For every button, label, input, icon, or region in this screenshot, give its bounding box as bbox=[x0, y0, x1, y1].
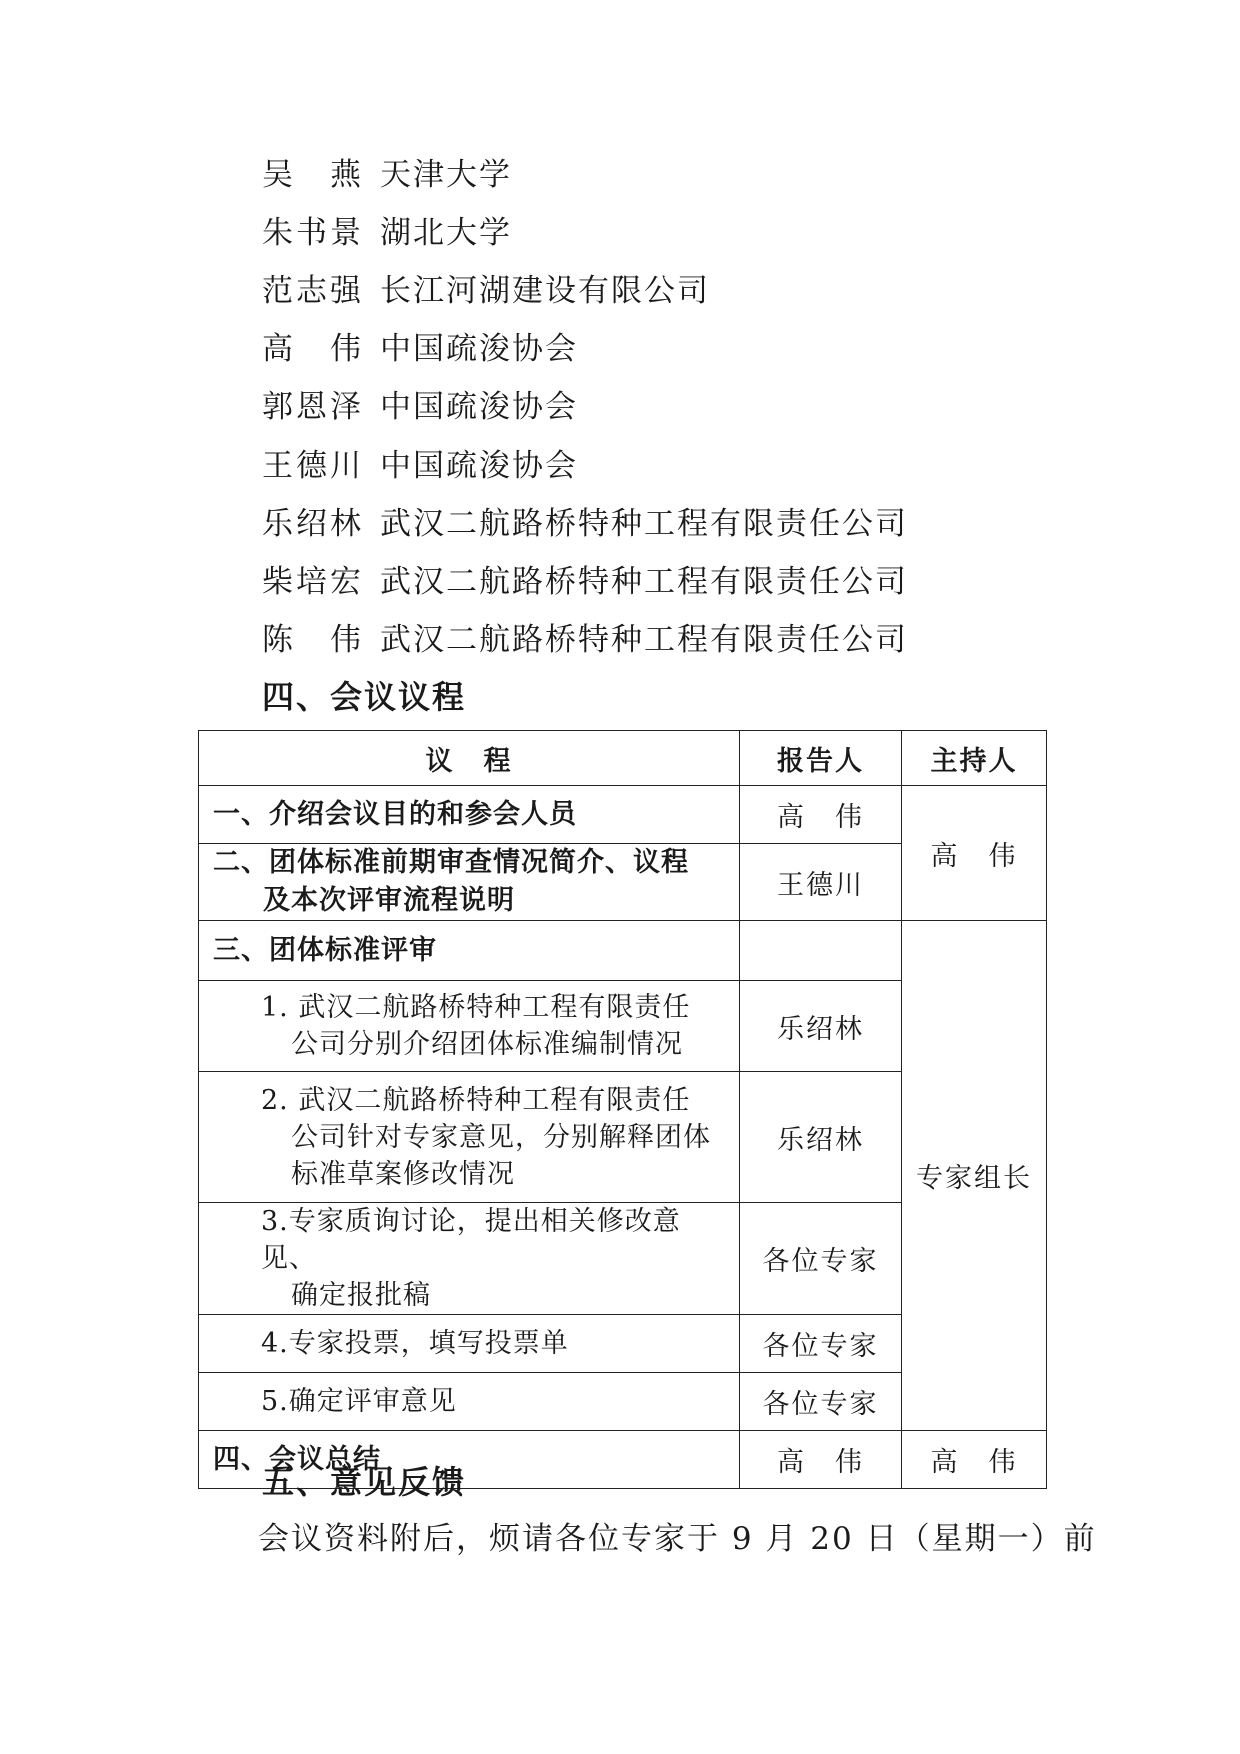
reporter-cell: 高 伟 bbox=[740, 786, 902, 844]
expert-name: 柴培宏 bbox=[262, 563, 364, 600]
agenda-item-line: 标准草案修改情况 bbox=[291, 1158, 515, 1190]
section-heading-feedback: 五、意见反馈 bbox=[262, 1463, 467, 1501]
expert-row bbox=[262, 491, 908, 549]
feedback-paragraph: 会议资料附后，烦请各位专家于 9 月 20 日（星期一）前 bbox=[258, 1521, 1097, 1557]
table-row bbox=[199, 921, 1047, 981]
agenda-item-line: 确定报批稿 bbox=[291, 1280, 431, 1311]
reporter-cell: 各位专家 bbox=[740, 1315, 902, 1373]
expert-name: 高 伟 bbox=[262, 331, 364, 368]
agenda-item: 四、会议总结 bbox=[199, 1431, 740, 1489]
host-cell: 高 伟 bbox=[902, 1431, 1047, 1489]
expert-row bbox=[262, 200, 908, 258]
section-heading-agenda: 四、会议议程 bbox=[262, 678, 467, 716]
expert-name: 陈 伟 bbox=[262, 622, 364, 659]
agenda-item-line: 2. 武汉二航路桥特种工程有限责任 bbox=[261, 1084, 691, 1116]
host-cell: 专家组长 bbox=[902, 921, 1047, 1431]
expert-name: 范志强 bbox=[262, 272, 364, 309]
expert-row bbox=[262, 549, 908, 607]
expert-row bbox=[262, 375, 908, 433]
expert-name: 乐绍林 bbox=[262, 505, 364, 542]
expert-row bbox=[262, 608, 908, 666]
table-header-row bbox=[199, 731, 1047, 786]
expert-org: 武汉二航路桥特种工程有限责任公司 bbox=[380, 622, 908, 659]
agenda-item-line: 公司分别介绍团体标准编制情况 bbox=[291, 1029, 683, 1060]
agenda-subitem bbox=[199, 1203, 740, 1315]
expert-name: 王德川 bbox=[262, 447, 364, 484]
expert-org: 中国疏浚协会 bbox=[380, 389, 578, 426]
agenda-item-line: 3.专家质询讨论，提出相关修改意见、 bbox=[261, 1206, 681, 1274]
expert-row bbox=[262, 317, 908, 375]
host-cell: 高 伟 bbox=[902, 786, 1047, 921]
expert-list bbox=[262, 142, 908, 666]
agenda-item-line: 及本次评审流程说明 bbox=[263, 885, 515, 916]
agenda-item-line: 二、团体标准前期审查情况简介、议程 bbox=[213, 847, 689, 878]
header-host: 主持人 bbox=[902, 731, 1047, 786]
agenda-subitem: 4.专家投票，填写投票单 bbox=[199, 1315, 740, 1373]
agenda-subitem bbox=[199, 1072, 740, 1203]
expert-org: 天津大学 bbox=[380, 156, 512, 193]
agenda-subitem bbox=[199, 981, 740, 1072]
expert-org: 武汉二航路桥特种工程有限责任公司 bbox=[380, 505, 908, 542]
reporter-cell: 乐绍林 bbox=[740, 981, 902, 1072]
reporter-cell: 乐绍林 bbox=[740, 1072, 902, 1203]
expert-org: 湖北大学 bbox=[380, 214, 512, 251]
agenda-item: 一、介绍会议目的和参会人员 bbox=[199, 786, 740, 844]
reporter-cell: 各位专家 bbox=[740, 1373, 902, 1431]
reporter-cell: 各位专家 bbox=[740, 1203, 902, 1315]
agenda-item-line: 1. 武汉二航路桥特种工程有限责任 bbox=[261, 992, 691, 1023]
expert-org: 中国疏浚协会 bbox=[380, 331, 578, 368]
expert-org: 武汉二航路桥特种工程有限责任公司 bbox=[380, 563, 908, 600]
expert-org: 长江河湖建设有限公司 bbox=[380, 272, 710, 309]
agenda-item-line: 公司针对专家意见，分别解释团体 bbox=[291, 1121, 711, 1153]
expert-name: 朱书景 bbox=[262, 214, 364, 251]
expert-row bbox=[262, 258, 908, 316]
agenda-item bbox=[199, 844, 740, 921]
agenda-subitem: 5.确定评审意见 bbox=[199, 1373, 740, 1431]
reporter-cell: 高 伟 bbox=[740, 1431, 902, 1489]
header-agenda: 议 程 bbox=[199, 731, 740, 786]
reporter-cell bbox=[740, 921, 902, 981]
agenda-item: 三、团体标准评审 bbox=[199, 921, 740, 981]
expert-row bbox=[262, 433, 908, 491]
reporter-cell: 王德川 bbox=[740, 844, 902, 921]
agenda-table bbox=[198, 730, 1047, 1489]
table-row bbox=[199, 786, 1047, 844]
expert-row bbox=[262, 142, 908, 200]
expert-org: 中国疏浚协会 bbox=[380, 447, 578, 484]
header-reporter: 报告人 bbox=[740, 731, 902, 786]
expert-name: 吴 燕 bbox=[262, 156, 364, 193]
expert-name: 郭恩泽 bbox=[262, 389, 364, 426]
